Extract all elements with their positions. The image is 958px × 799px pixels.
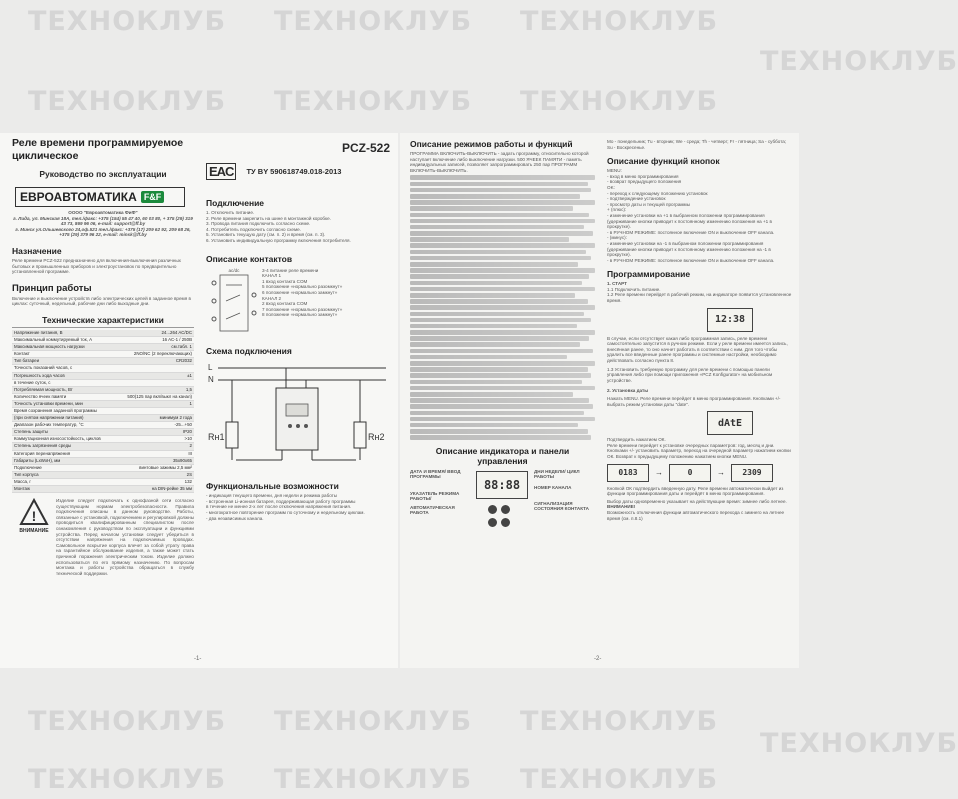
heading-principle: Принцип работы <box>12 282 92 294</box>
principle-text: Включение и выключение устройств либо электрических цепей в заданное время в циклах: суточный, недельный, рабочие дни либо выходные дни. <box>12 295 191 307</box>
page2-right-column <box>607 133 792 668</box>
label-auto: АВТОМАТИЧЕСКАЯ РАБОТА <box>410 504 455 516</box>
text-line <box>410 256 591 261</box>
text-line <box>410 386 595 391</box>
spec-row <box>12 458 194 465</box>
spec-name: Точность установки времени, мин <box>14 400 83 406</box>
menu-button[interactable] <box>488 505 497 514</box>
spec-row <box>12 337 194 344</box>
connection-step: 1. Отключить питание. <box>206 210 255 215</box>
spec-row <box>12 351 194 358</box>
company-address-minsk: г. Минск ул.Ольшевского 24,оф.521 тел./факс: +375 (17) 209 62 92, 209 68 26, +375 (29) 379 96 22, e-mail: minsk@ff.by <box>15 226 191 238</box>
heading-features: Функциональные возможности <box>206 481 339 492</box>
feature-item: в течение не менее 2-х лет после отключения напряжения питания. <box>206 504 352 510</box>
heading-modes: Описание режимов работы и функций <box>410 139 573 149</box>
label-mode: УКАЗАТЕЛЬ РЕЖИМА РАБОТЫ/ <box>410 490 460 502</box>
spec-value: 24...264 AC/DC <box>161 329 192 335</box>
page-number-1: -1- <box>194 656 202 662</box>
spec-value: -25...+50 <box>174 422 192 428</box>
days-abbreviations: Mo - понедельник; Tu - вторник; We - среда; Th - четверг; Fr - пятница; Sa - суббота; Su - Воскресенье. <box>607 139 787 150</box>
spec-value: см.табл. 1 <box>171 344 192 350</box>
spec-name: Диапазон рабочих температур, °C <box>14 422 84 428</box>
svg-text:!: ! <box>31 508 37 525</box>
day-display <box>731 464 773 482</box>
warning-triangle-icon <box>19 498 49 526</box>
spec-name: Потребляемая мощность, Вт <box>14 386 73 392</box>
date-ok: Подтвердить нажатием ОК. <box>607 437 666 443</box>
model-name: PCZ-522 <box>341 141 390 155</box>
company-address: г. Лида, ул. Минская 18А, тел./факс: +375 (154) 55 47 40, 60 03 80, + 375 (29) 319 43 73, 869 96 06, e-mail: support@ff.by <box>13 215 193 227</box>
text-line <box>410 429 588 434</box>
ok-button[interactable] <box>501 505 510 514</box>
text-line <box>410 417 595 422</box>
spec-row <box>12 436 194 443</box>
heading-connection: Подключение <box>206 198 265 208</box>
text-line <box>410 330 595 335</box>
start-heading: 1. СТАРТ <box>607 281 627 287</box>
heading-programming: Программирование <box>607 269 691 280</box>
modes-intro: ПРОГРАММА ВКЛЮЧИТЬ-ВЫКЛЮЧИТЬ - задать программу, относительно которой наступает включение либо выключение нагрузки. 500 ЯЧЕЕК ПАМЯТИ - память индивидуальных записей, позволяет запрограммировать 250 пар ПРОГРАММ ВКЛЮЧИТЬ-ВЫКЛЮЧИТЬ. <box>410 151 589 173</box>
spec-name: Категория перенапряжения <box>14 450 71 456</box>
spec-name: в течение суток, с <box>14 379 51 385</box>
text-line <box>410 312 584 317</box>
spec-name: Коммутационная износостойкость, циклов <box>14 436 101 442</box>
spec-name: Напряжение питания, В <box>14 329 63 335</box>
spec-row <box>12 415 194 422</box>
manual-subtitle: Руководство по эксплуатации <box>39 169 167 179</box>
spec-value: 132 <box>184 478 192 484</box>
spec-row <box>12 486 194 493</box>
button-description-item: - возврат предыдущего положения <box>607 179 682 185</box>
text-line <box>410 355 567 360</box>
label-days: ДНИ НЕДЕЛИ/ ЦИКЛ РАБОТЫ <box>534 468 580 480</box>
specs-table <box>12 330 194 493</box>
minus-button[interactable] <box>501 518 510 527</box>
contact-item: 7 положение «нормально разомкнут» <box>262 306 343 312</box>
text-line <box>410 367 588 372</box>
feature-item: - многократное повторение программ по суточному и недельному циклам. <box>206 509 365 515</box>
spec-row <box>12 373 194 380</box>
spec-row <box>12 330 194 337</box>
spec-row <box>12 479 194 486</box>
spec-name: Контакт <box>14 351 30 357</box>
step-1-3: 1.3 Установить требуемую программу для реле времени с помощью панели управления либо при помощи приложения «PCZ Konfigurator» на мобильном устройстве. <box>607 366 773 383</box>
text-line <box>410 336 589 341</box>
attention-label: ВНИМАНИЕ! <box>607 504 636 510</box>
watermark-text: ТЕХНОКЛУБ <box>274 706 473 737</box>
watermark-text: ТЕХНОКЛУБ <box>274 86 473 117</box>
spec-value: 16 AC-1 / 250В <box>162 337 192 343</box>
spec-name: Максимальная мощность нагрузки <box>14 344 85 350</box>
spec-row <box>12 394 194 401</box>
start-step: 1.1 Подключить питание. <box>607 286 661 292</box>
text-line <box>410 225 584 230</box>
text-line <box>410 404 593 409</box>
label-channel: НОМЕР КАНАЛА <box>534 484 572 490</box>
spec-name: Степень защиты <box>14 429 49 435</box>
spec-value: >10 <box>184 436 192 442</box>
spec-row <box>12 465 194 472</box>
spec-name: Точность показаний часов, с <box>14 365 73 371</box>
page2-left-column <box>410 133 595 668</box>
date-display-text: dAtE <box>717 417 743 429</box>
load-2-label: Rн2 <box>368 432 385 443</box>
text-line <box>410 411 584 416</box>
text-line <box>410 237 569 242</box>
watermark-text: ТЕХНОКЛУБ <box>760 46 958 77</box>
plus-button[interactable] <box>488 518 497 527</box>
company-logo <box>15 187 185 207</box>
spec-value: на DIN-рейке 35 мм <box>151 486 192 491</box>
contacts-schematic <box>206 273 262 333</box>
device-buttons <box>488 505 516 527</box>
button-description-item: - в РУЧНОМ РЕЖИМЕ: постоянное включение ON и выключение OFF канала. <box>607 257 775 263</box>
watermark-text: ТЕХНОКЛУБ <box>520 764 719 795</box>
month-digits: 0 <box>687 468 693 478</box>
page1-left-column <box>12 133 194 668</box>
text-line <box>410 318 591 323</box>
contact-item: 1 вход контакта COM <box>262 278 308 284</box>
text-line <box>410 200 595 205</box>
buttons-description <box>607 168 792 263</box>
modes-text-block <box>410 175 595 439</box>
spec-name: Тип корпуса <box>14 471 39 477</box>
contact-supply-label: ac/dc <box>228 267 240 273</box>
tu-number: ТУ BY 590618749.018-2013 <box>246 167 342 176</box>
contact-item: 3-4 питание реле времени <box>262 267 319 273</box>
page-number-2: -2- <box>594 656 602 662</box>
text-line <box>410 299 588 304</box>
spec-name: Погрешность хода часов <box>14 372 65 378</box>
spec-value: 1,5 <box>185 386 192 392</box>
button-description-item: + (плюс): <box>607 207 627 213</box>
spec-value: 1 <box>189 400 192 406</box>
button-description-item: - изменение установки на +1 в выбранном положении программирования (удерживание кнопки приводит к постоянному изменению положения на +1 в прокрутке). <box>607 212 772 230</box>
arrow-icon: → <box>655 468 663 478</box>
text-line <box>410 250 586 255</box>
wiring-diagram <box>206 360 390 470</box>
spec-row <box>12 472 194 479</box>
spec-value: III <box>188 450 192 456</box>
contacts-diagram <box>206 268 262 339</box>
spec-name: Масса, г <box>14 478 32 484</box>
button-description-item: - подтверждение установок <box>607 196 666 202</box>
eac-mark: EAC <box>206 163 236 180</box>
text-line <box>410 380 582 385</box>
connection-steps <box>206 210 390 244</box>
warning-block <box>12 498 194 576</box>
contact-item: КАНАЛ 1 <box>262 273 282 279</box>
button-description-item: - просмотр даты и текущей программы <box>607 201 690 207</box>
watermark-text: ТЕХНОКЛУБ <box>28 764 227 795</box>
logo-text: ЕВРОАВТОМАТИКА <box>20 190 137 204</box>
spec-value: минимум 2 года <box>159 415 192 421</box>
text-line <box>410 219 595 224</box>
spec-name: Количество ячеек памяти <box>14 393 67 399</box>
text-line <box>410 305 595 310</box>
start-display <box>707 308 753 332</box>
spec-row <box>12 387 194 394</box>
spec-name: Максимальный коммутируемый ток, А <box>14 337 93 343</box>
heading-contacts: Описание контактов <box>206 253 293 264</box>
label-date-time: ДАТА И ВРЕМЯ/ ВВОД ПРОГРАММЫ <box>410 468 461 480</box>
spec-name: Габариты (LxWxH), мм <box>14 457 61 463</box>
feature-item: - два независимых канала. <box>206 515 264 521</box>
spec-value: IP20 <box>182 429 192 435</box>
button-description-item: - переход к следующему положению установок <box>607 190 708 196</box>
month-display <box>669 464 711 482</box>
spec-name: Время сохранения заданной программы <box>14 407 97 413</box>
connection-step: 2. Реле времени закрепить на шине в монтажной коробке. <box>206 215 331 221</box>
text-line <box>410 349 593 354</box>
date-choose: Выбор даты одновременно указывает на действующие время: зимнее либо летнее. <box>607 498 787 504</box>
heading-display: Описание индикатора и панели управления <box>435 445 570 466</box>
spec-value: 2 <box>189 443 192 449</box>
watermark-text: ТЕХНОКЛУБ <box>520 706 719 737</box>
text-line <box>410 268 595 273</box>
text-line <box>410 324 577 329</box>
spec-name: Монтаж <box>14 486 30 491</box>
watermark-text: ТЕХНОКЛУБ <box>28 6 227 37</box>
text-line <box>410 274 589 279</box>
spec-value: 2S <box>186 471 192 477</box>
contact-item: 5 положение «нормально разомкнут» <box>262 284 343 290</box>
arrow-icon: → <box>717 468 725 478</box>
contacts-block <box>206 268 390 339</box>
spec-value: ±1 <box>187 372 192 378</box>
connection-step: 4. Потребитель подключить согласно схеме. <box>206 226 301 232</box>
date-intro: Нажать MENU. Реле времени перейдет в меню программирования. Кнопками +/- выбрать режим установки даты "date". <box>607 396 781 407</box>
watermark-text: ТЕХНОКЛУБ <box>520 6 719 37</box>
text-line <box>410 206 573 211</box>
spec-name: (при снятом напряжении питания) <box>14 415 84 421</box>
heading-specs: Технические характеристики <box>12 315 194 328</box>
button-description-item: - (минус): <box>607 235 627 241</box>
text-line <box>410 342 580 347</box>
connection-step: 3. Провода питания подключить согласно схеме. <box>206 221 311 227</box>
watermark-text: ТЕХНОКЛУБ <box>274 764 473 795</box>
connection-step: 6. Установить индивидуальную программу включения потребителя. <box>206 237 351 243</box>
page1-right-column <box>206 133 390 668</box>
text-line <box>410 398 589 403</box>
spec-row <box>12 401 194 408</box>
spec-name: Тип батареи <box>14 358 40 364</box>
text-line <box>410 293 575 298</box>
button-description-item: - изменение установки на -1 в выбранном положении программирования (удерживание кнопки приводит к постоянному изменению положения на -1 в прокрутке). <box>607 240 771 258</box>
text-line <box>410 213 589 218</box>
watermark-text: ТЕХНОКЛУБ <box>760 728 958 759</box>
spec-row <box>12 422 194 429</box>
text-line <box>410 194 580 199</box>
company-name: ОООО "Евроавтоматика ФиФ" <box>68 210 138 215</box>
contact-item: 6 положение «нормально замкнут» <box>262 289 338 295</box>
date-text: Реле времени перейдет к установке очередных параметров: год, месяц и дни. Кнопками +/- установить параметр, переход на очередной параметр нажатием кнопки ОК. Возврат к предыдущему положению нажатием кнопки MENU. <box>607 442 791 459</box>
features-list <box>206 493 390 521</box>
text-line <box>410 392 573 397</box>
watermark-text: ТЕХНОКЛУБ <box>28 706 227 737</box>
heading-buttons: Описание функций кнопок <box>607 156 720 167</box>
cert-row <box>206 163 390 180</box>
line-n-label: N <box>208 375 214 385</box>
button-description-item: - в РУЧНОМ РЕЖИМЕ: постоянное включение ON и выключение OFF канала. <box>607 229 775 235</box>
device-display <box>476 471 528 499</box>
text-line <box>410 182 588 187</box>
warning-text: Изделие следует подключать к однофазной сети согласно существующим нормам электробезопасности. Правила подключения описаны в данном руководстве. Работы, связанные с установкой, подключением и регулировкой должны проводиться квалифицированным специалистом после ознакомления с руководством по эксплуатации и функциями устройства. Перед началом установки следует убедиться в отсутствии напряжения на подключаемых проводах. Самовольное вскрытие корпуса влечет за собой утрату права на гарантийное обслуживание изделия, а также может стать причиной поражения электрическим током. Изделие должно использоваться по его прямому назначению. По вопросам монтажа и работы устройства обращаться в службу технической поддержки. <box>56 498 194 576</box>
text-line <box>410 231 593 236</box>
warning-label: ВНИМАНИЕ <box>19 528 49 535</box>
logo-brand: F&F <box>141 191 165 203</box>
contact-item: 8 положение «нормально замкнут» <box>262 312 338 318</box>
label-signal: СИГНАЛИЗАЦИЯ СОСТОЯНИЯ КОНТАКТА <box>534 500 589 512</box>
start-steps <box>607 287 792 304</box>
document-title: Реле времени программируемое циклическое <box>12 137 184 162</box>
spec-row <box>12 443 194 450</box>
text-line <box>410 175 595 180</box>
spec-row <box>12 408 194 415</box>
year-digits: 0183 <box>618 468 638 478</box>
watermark-text: ТЕХНОКЛУБ <box>274 6 473 37</box>
watermark-text: ТЕХНОКЛУБ <box>28 86 227 117</box>
date-confirm: Кнопкой ОК подтвердить введенную дату. Реле времени автоматически выйдет из функции программирования даты и перейдёт в меню программирования. <box>607 485 784 497</box>
text-line <box>410 373 591 378</box>
start-note: В случае, если отсутствует какая либо программная запись, реле времени самостоятельно запустится в ручном режиме. Если у реле времени имеется запись, внесённая ранее, то оно начнет работать в соответствии с ним. Для того чтобы удалить все введенные ранее программы и системные настройки, необходимо действовать согласно пункта 8. <box>607 335 788 364</box>
spec-row <box>12 380 194 387</box>
load-1-label: Rн1 <box>208 432 225 443</box>
watermark-text: ТЕХНОКЛУБ <box>520 86 719 117</box>
contact-item: КАНАЛ 2 <box>262 295 282 301</box>
date-sequence <box>607 464 792 482</box>
year-display <box>607 464 649 482</box>
button-description-item: MENU: <box>607 168 622 174</box>
spec-value: CR2032 <box>175 358 192 364</box>
heading-date: 2. Установка даты <box>607 388 649 394</box>
contacts-list <box>262 268 342 339</box>
feature-item: - встроенная Li-ионная батарея, поддерживающая работу программы <box>206 498 356 504</box>
day-digits: 2309 <box>742 468 762 478</box>
spec-row <box>12 358 194 365</box>
spec-value: 500(125 пар вкл/выкл на канал) <box>127 393 192 399</box>
spec-row <box>12 365 194 372</box>
connection-step: 5. Установить текущую дату (см. п. 2) и время (см. п. 3). <box>206 232 326 238</box>
page-2 <box>400 133 799 668</box>
line-l-label: L <box>208 363 213 373</box>
spec-value: 35x90x65 <box>172 457 192 463</box>
text-line <box>410 281 582 286</box>
spec-value: винтовые зажимы 2,5 мм² <box>139 464 192 470</box>
spec-row <box>12 451 194 458</box>
page-1 <box>0 133 398 668</box>
text-line <box>410 262 578 267</box>
text-line <box>410 423 578 428</box>
heading-purpose: Назначение <box>12 245 62 256</box>
spec-name: Подключение <box>14 464 42 470</box>
attention-text: Возможность отключения функции автоматического перехода с зимнего на летнее время (см. п.8.1) <box>607 509 785 521</box>
spec-value: 2NO/NC (2 переключающих) <box>133 351 192 357</box>
display-diagram <box>410 469 595 533</box>
text-line <box>410 435 591 440</box>
warning-icon-box <box>12 498 56 576</box>
text-line <box>410 361 595 366</box>
spec-row <box>12 429 194 436</box>
contact-item: 2 вход контакта COM <box>262 301 308 307</box>
text-line <box>410 188 591 193</box>
spec-name: Степень загрязнения среды <box>14 443 72 449</box>
start-display-digits: 12:38 <box>714 314 746 326</box>
text-line <box>410 243 595 248</box>
heading-scheme: Схема подключения <box>206 346 292 357</box>
button-description-item: - вход в меню программирования <box>607 173 679 179</box>
start-step: 1.2 Реле времени перейдет в рабочий режим, на индикаторе появится установленное время. <box>607 292 792 304</box>
spec-row <box>12 344 194 351</box>
button-description-item: OK: <box>607 184 615 190</box>
date-display <box>707 411 753 435</box>
purpose-text: Реле времени PCZ-522 предназначено для включения-выключения различных бытовых и промышленных приборов и электроустановок по предварительно установленной программе. <box>12 257 181 275</box>
text-line <box>410 287 595 292</box>
display-digits: 88:88 <box>483 477 521 492</box>
feature-item: - индикация текущего времени, дня недели и режима работы <box>206 493 338 499</box>
